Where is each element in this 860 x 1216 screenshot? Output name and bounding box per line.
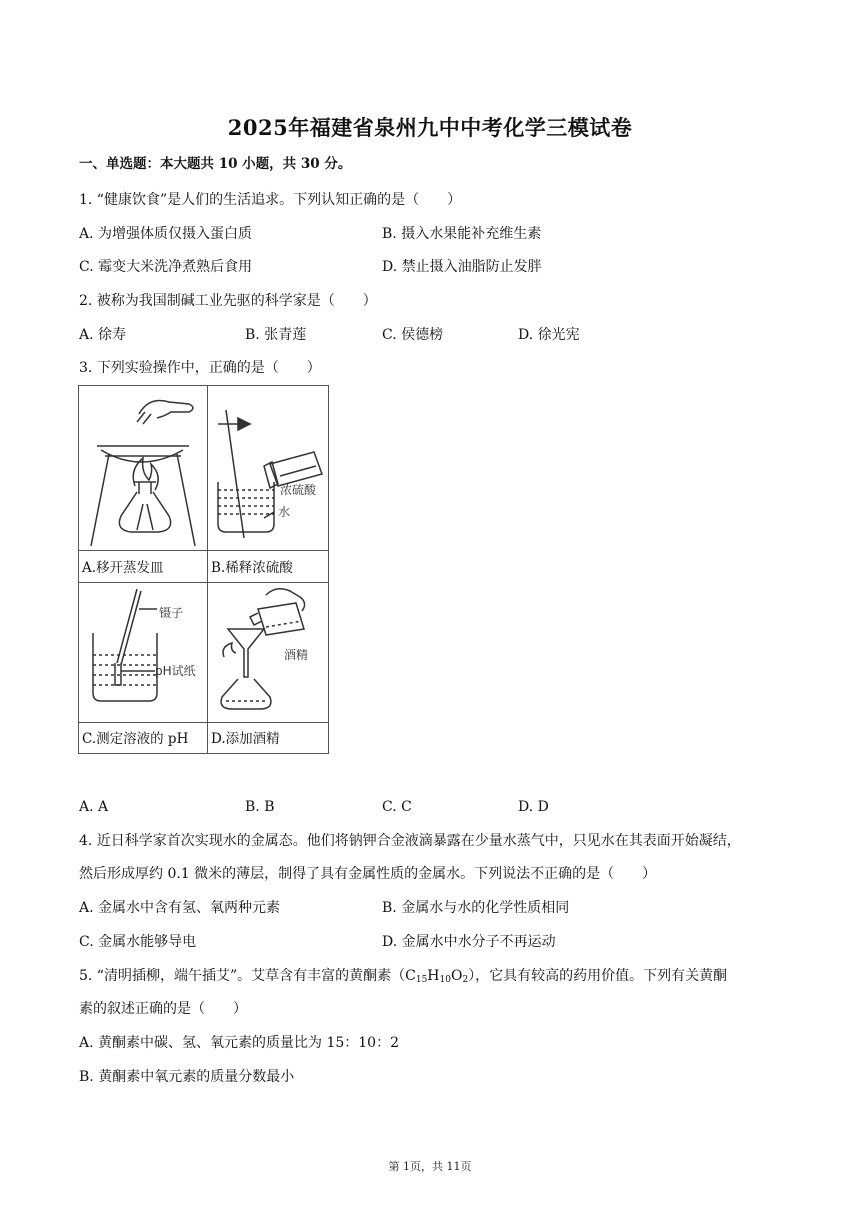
- table-divider: [79, 722, 328, 723]
- question-2-option-a: A. 徐寿: [79, 327, 127, 343]
- question-5-stem-line2: 素的叙述正确的是（ ）: [79, 1001, 247, 1017]
- question-4-stem-line1: 4. 近日科学家首次实现水的金属态。他们将钠钾合金液滴暴露在少量水蒸气中，只见水在其表面开始凝结，: [79, 833, 741, 849]
- figure-b-caption: B.稀释浓硫酸: [211, 560, 293, 576]
- formula-element: O: [450, 968, 463, 984]
- question-1-option-c: C. 霉变大米洗净煮熟后食用: [79, 259, 253, 275]
- question-3-option-c: C. C: [382, 799, 412, 815]
- figure-d-label-alcohol: 酒精: [284, 648, 309, 662]
- figure-d-add-alcohol: [208, 583, 330, 722]
- question-1-stem: 1. “健康饮食”是人们的生活追求。下列认知正确的是（ ）: [79, 192, 462, 208]
- figure-b-label-acid: 浓硫酸: [280, 483, 317, 497]
- figure-c-label-tweezers: 镊子: [159, 606, 184, 620]
- formula-element: H: [427, 968, 440, 984]
- page-title: 2025年福建省泉州九中中考化学三模试卷: [227, 115, 633, 140]
- question-4-option-c: C. 金属水能够导电: [79, 934, 197, 950]
- section-heading: 一、单选题：本大题共 10 小题，共 30 分。: [79, 156, 352, 172]
- question-5-stem-text: 5. “清明插柳，端午插艾”。艾草含有丰富的黄酮素（C: [79, 968, 416, 984]
- question-5-option-b: B. 黄酮素中氧元素的质量分数最小: [79, 1069, 295, 1085]
- question-5-option-a: A. 黄酮素中碳、氢、氧元素的质量比为 15：10：2: [79, 1035, 399, 1051]
- question-4-option-b: B. 金属水与水的化学性质相同: [382, 900, 570, 916]
- question-1-option-d: D. 禁止摄入油脂防止发胖: [382, 259, 542, 275]
- figure-d-caption: D.添加酒精: [211, 731, 280, 747]
- question-2-option-d: D. 徐光宪: [518, 327, 580, 343]
- question-2-stem: 2. 被称为我国制碱工业先驱的科学家是（ ）: [79, 293, 377, 309]
- figure-b-dilute-acid: [208, 386, 330, 550]
- figure-c-ph-test: [79, 583, 207, 722]
- question-1-option-b: B. 摄入水果能补充维生素: [382, 226, 542, 242]
- question-1-option-a: A. 为增强体质仅摄入蛋白质: [79, 226, 253, 242]
- figure-a-evaporating-dish: [79, 386, 207, 550]
- figure-c-caption: C.测定溶液的 pH: [82, 731, 189, 747]
- question-3-option-a: A. A: [79, 799, 109, 815]
- formula-subscript: 10: [439, 975, 451, 985]
- formula-subscript: 15: [415, 975, 428, 985]
- question-5-stem-text: ），它具有较高的药用价值。下列有关黄酮: [468, 968, 728, 984]
- question-2-option-b: B. 张青莲: [245, 327, 307, 343]
- question-3-option-b: B. B: [245, 799, 275, 815]
- figure-b-label-water: 水: [278, 505, 291, 519]
- question-4-stem-line2: 然后形成厚约 0.1 微米的薄层，制得了具有金属性质的金属水。下列说法不正确的是（ ）: [79, 866, 657, 882]
- figure-a-caption: A.移开蒸发皿: [82, 560, 164, 576]
- question-5-stem-line1: [79, 966, 727, 986]
- table-divider: [79, 550, 328, 551]
- question-4-option-d: D. 金属水中水分子不再运动: [382, 934, 556, 950]
- question-4-option-a: A. 金属水中含有氢、氧两种元素: [79, 900, 281, 916]
- formula-subscript: 2: [462, 975, 469, 985]
- question-3-stem: 3. 下列实验操作中，正确的是（ ）: [79, 360, 321, 376]
- page-footer: 第 1页，共 11页: [388, 1160, 472, 1173]
- experiment-figure-table: [78, 385, 329, 754]
- question-2-option-c: C. 侯德榜: [382, 327, 444, 343]
- figure-c-label-ph-paper: pH试纸: [155, 664, 196, 678]
- question-3-option-d: D. D: [518, 799, 549, 815]
